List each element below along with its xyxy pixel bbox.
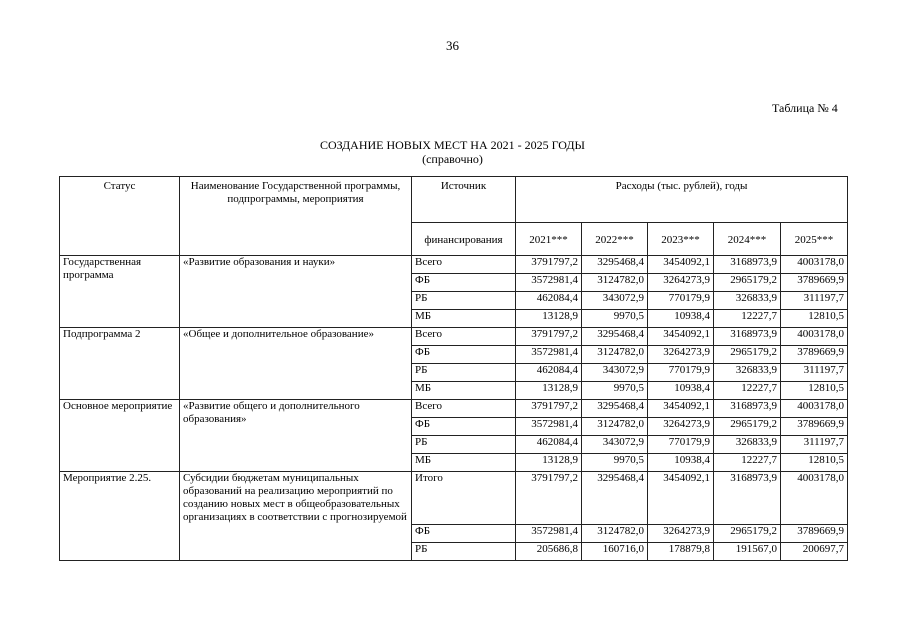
value-cell: 3454092,1	[648, 400, 714, 418]
row-status: Государственная программа	[60, 256, 180, 328]
row-source: ФБ	[412, 525, 516, 543]
row-source: ФБ	[412, 346, 516, 364]
value-cell: 13128,9	[516, 454, 582, 472]
value-cell: 4003178,0	[781, 472, 848, 525]
value-cell: 13128,9	[516, 310, 582, 328]
value-cell: 4003178,0	[781, 256, 848, 274]
value-cell: 343072,9	[582, 292, 648, 310]
value-cell: 3454092,1	[648, 472, 714, 525]
page-number: 36	[446, 38, 459, 53]
document-title	[0, 138, 905, 166]
value-cell: 462084,4	[516, 436, 582, 454]
value-cell: 3168973,9	[714, 400, 781, 418]
value-cell: 3791797,2	[516, 400, 582, 418]
value-cell: 12227,7	[714, 310, 781, 328]
value-cell: 12810,5	[781, 454, 848, 472]
table-row	[60, 328, 848, 346]
value-cell: 12810,5	[781, 382, 848, 400]
value-cell: 3572981,4	[516, 274, 582, 292]
value-cell: 205686,8	[516, 543, 582, 561]
header-year: 2023***	[648, 223, 714, 256]
header-source-top: Источник	[412, 177, 516, 223]
value-cell: 3295468,4	[582, 256, 648, 274]
value-cell: 343072,9	[582, 436, 648, 454]
table-body	[60, 177, 848, 561]
value-cell: 3791797,2	[516, 256, 582, 274]
value-cell: 326833,9	[714, 364, 781, 382]
row-source: МБ	[412, 310, 516, 328]
value-cell: 326833,9	[714, 292, 781, 310]
value-cell: 3572981,4	[516, 346, 582, 364]
header-year: 2021***	[516, 223, 582, 256]
header-expenses: Расходы (тыс. рублей), годы	[516, 177, 848, 223]
value-cell: 160716,0	[582, 543, 648, 561]
value-cell: 200697,7	[781, 543, 848, 561]
value-cell: 3124782,0	[582, 274, 648, 292]
row-name: «Общее и дополнительное образование»	[180, 328, 412, 400]
header-year: 2022***	[582, 223, 648, 256]
value-cell: 3789669,9	[781, 346, 848, 364]
value-cell: 3789669,9	[781, 525, 848, 543]
row-source: РБ	[412, 292, 516, 310]
row-source: Итого	[412, 472, 516, 525]
value-cell: 3295468,4	[582, 400, 648, 418]
row-name: Субсидии бюджетам муниципальных образований на реализацию мероприятий по созданию новых мест в общеобразовательных организациях в соответствии с прогнозируемой	[180, 472, 412, 561]
value-cell: 311197,7	[781, 364, 848, 382]
value-cell: 311197,7	[781, 292, 848, 310]
value-cell: 4003178,0	[781, 400, 848, 418]
row-source: Всего	[412, 400, 516, 418]
header-source-bottom: финансирования	[412, 223, 516, 256]
row-status: Основное мероприятие	[60, 400, 180, 472]
value-cell: 3264273,9	[648, 418, 714, 436]
value-cell: 3264273,9	[648, 346, 714, 364]
value-cell: 326833,9	[714, 436, 781, 454]
value-cell: 10938,4	[648, 310, 714, 328]
value-cell: 3454092,1	[648, 328, 714, 346]
table-row	[60, 400, 848, 418]
table-row	[60, 256, 848, 274]
value-cell: 3789669,9	[781, 274, 848, 292]
header-name: Наименование Государственной программы, подпрограммы, мероприятия	[180, 177, 412, 256]
value-cell: 770179,9	[648, 292, 714, 310]
value-cell: 191567,0	[714, 543, 781, 561]
value-cell: 12227,7	[714, 382, 781, 400]
row-source: МБ	[412, 454, 516, 472]
value-cell: 13128,9	[516, 382, 582, 400]
value-cell: 3264273,9	[648, 274, 714, 292]
value-cell: 2965179,2	[714, 525, 781, 543]
value-cell: 311197,7	[781, 436, 848, 454]
row-name: «Развитие образования и науки»	[180, 256, 412, 328]
header-status: Статус	[60, 177, 180, 256]
value-cell: 3791797,2	[516, 328, 582, 346]
value-cell: 3124782,0	[582, 418, 648, 436]
row-source: ФБ	[412, 274, 516, 292]
value-cell: 10938,4	[648, 382, 714, 400]
value-cell: 9970,5	[582, 454, 648, 472]
row-source: МБ	[412, 382, 516, 400]
value-cell: 770179,9	[648, 436, 714, 454]
header-year: 2024***	[714, 223, 781, 256]
table-label: Таблица № 4	[772, 101, 838, 115]
value-cell: 3168973,9	[714, 256, 781, 274]
value-cell: 3264273,9	[648, 525, 714, 543]
value-cell: 343072,9	[582, 364, 648, 382]
value-cell: 3124782,0	[582, 346, 648, 364]
value-cell: 9970,5	[582, 310, 648, 328]
row-source: РБ	[412, 543, 516, 561]
value-cell: 12810,5	[781, 310, 848, 328]
value-cell: 4003178,0	[781, 328, 848, 346]
value-cell: 3124782,0	[582, 525, 648, 543]
value-cell: 462084,4	[516, 292, 582, 310]
value-cell: 3295468,4	[582, 328, 648, 346]
value-cell: 3572981,4	[516, 418, 582, 436]
value-cell: 3791797,2	[516, 472, 582, 525]
title-text: СОЗДАНИЕ НОВЫХ МЕСТ НА 2021 - 2025 ГОДЫ	[320, 138, 585, 152]
value-cell: 462084,4	[516, 364, 582, 382]
row-source: ФБ	[412, 418, 516, 436]
row-name: «Развитие общего и дополнительного образования»	[180, 400, 412, 472]
row-status: Мероприятие 2.25.	[60, 472, 180, 561]
value-cell: 178879,8	[648, 543, 714, 561]
row-source: РБ	[412, 436, 516, 454]
value-cell: 3295468,4	[582, 472, 648, 525]
value-cell: 3572981,4	[516, 525, 582, 543]
value-cell: 2965179,2	[714, 418, 781, 436]
value-cell: 3789669,9	[781, 418, 848, 436]
value-cell: 2965179,2	[714, 346, 781, 364]
row-status: Подпрограмма 2	[60, 328, 180, 400]
value-cell: 10938,4	[648, 454, 714, 472]
value-cell: 770179,9	[648, 364, 714, 382]
header-row	[60, 177, 848, 223]
value-cell: 2965179,2	[714, 274, 781, 292]
row-source: Всего	[412, 256, 516, 274]
row-source: Всего	[412, 328, 516, 346]
value-cell: 3168973,9	[714, 328, 781, 346]
value-cell: 9970,5	[582, 382, 648, 400]
expenses-table	[59, 176, 848, 561]
table-row	[60, 472, 848, 525]
value-cell: 3454092,1	[648, 256, 714, 274]
row-source: РБ	[412, 364, 516, 382]
value-cell: 3168973,9	[714, 472, 781, 525]
subtitle-text: (справочно)	[422, 152, 483, 166]
header-year: 2025***	[781, 223, 848, 256]
value-cell: 12227,7	[714, 454, 781, 472]
